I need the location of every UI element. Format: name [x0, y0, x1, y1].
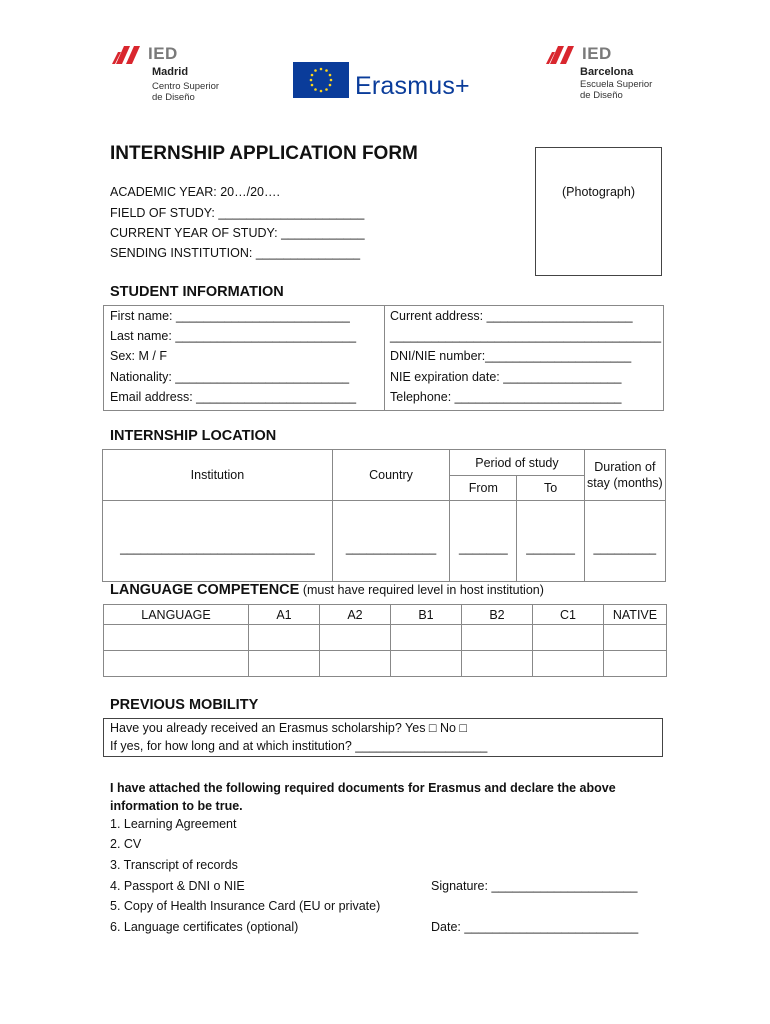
ied-barcelona-sub2: de Diseño — [580, 90, 623, 101]
current-address-line2[interactable]: _______________________________________ — [390, 329, 662, 343]
student-info-title: STUDENT INFORMATION — [110, 284, 284, 300]
language-table — [103, 604, 667, 677]
lang-col-b1: B1 — [391, 605, 462, 625]
document-item: 6. Language certificates (optional) — [110, 920, 299, 934]
to-input[interactable]: _______ — [517, 501, 584, 582]
native-cell[interactable] — [604, 625, 667, 651]
ied-barcelona-logo — [546, 44, 666, 104]
c1-cell[interactable] — [533, 625, 604, 651]
lang-col-language: LANGUAGE — [104, 605, 249, 625]
a2-cell[interactable] — [320, 625, 391, 651]
dni-nie-field[interactable]: DNI/NIE number:_____________________ — [390, 349, 632, 363]
photo-box — [535, 147, 662, 276]
col-to: To — [517, 476, 584, 501]
document-item: 4. Passport & DNI o NIE — [110, 879, 245, 893]
sending-institution-field[interactable]: SENDING INSTITUTION: _______________ — [110, 246, 361, 260]
language-row — [104, 625, 667, 651]
a1-cell[interactable] — [249, 651, 320, 677]
b1-cell[interactable] — [391, 625, 462, 651]
academic-year-field[interactable]: ACADEMIC YEAR: 20…/20…. — [110, 185, 280, 199]
col-from: From — [450, 476, 517, 501]
previous-institution-field[interactable]: If yes, for how long and at which institution? ___________________ — [110, 739, 488, 753]
lang-col-b2: B2 — [462, 605, 533, 625]
nationality-field[interactable]: Nationality: _________________________ — [110, 370, 350, 384]
ied-madrid-name: IED — [148, 44, 178, 63]
ied-madrid-logo — [112, 44, 232, 104]
internship-location-title: INTERNSHIP LOCATION — [110, 428, 277, 444]
first-name-field[interactable]: First name: _________________________ — [110, 309, 350, 323]
institution-input[interactable]: ____________________________ — [103, 501, 333, 582]
col-duration: Duration of stay (months) — [584, 450, 665, 501]
erasmus-name: Erasmus+ — [355, 72, 470, 100]
from-input[interactable]: _______ — [450, 501, 517, 582]
language-row — [104, 651, 667, 677]
current-year-field[interactable]: CURRENT YEAR OF STUDY: ____________ — [110, 226, 365, 240]
student-divider — [384, 306, 385, 410]
document-item: 5. Copy of Health Insurance Card (EU or private) — [110, 899, 381, 913]
b1-cell[interactable] — [391, 651, 462, 677]
signature-field[interactable]: Signature: _____________________ — [431, 879, 638, 893]
date-field[interactable]: Date: _________________________ — [431, 920, 639, 934]
nie-expiration-field[interactable]: NIE expiration date: _________________ — [390, 370, 622, 384]
lang-col-a1: A1 — [249, 605, 320, 625]
language-title: LANGUAGE COMPETENCE — [110, 582, 300, 598]
form-title: INTERNSHIP APPLICATION FORM — [110, 143, 418, 164]
ied-madrid-sub2: de Diseño — [152, 92, 195, 103]
document-item: 3. Transcript of records — [110, 858, 238, 872]
b2-cell[interactable] — [462, 651, 533, 677]
field-of-study-field[interactable]: FIELD OF STUDY: _____________________ — [110, 206, 365, 220]
ied-logo-mark-icon — [112, 44, 142, 66]
previous-mobility-title: PREVIOUS MOBILITY — [110, 697, 259, 713]
last-name-field[interactable]: Last name: __________________________ — [110, 329, 357, 343]
language-cell[interactable] — [104, 651, 249, 677]
email-field[interactable]: Email address: _______________________ — [110, 390, 357, 404]
ied-barcelona-city: Barcelona — [580, 66, 634, 78]
duration-input[interactable]: _________ — [584, 501, 665, 582]
ied-barcelona-name: IED — [582, 44, 612, 63]
language-note: (must have required level in host institution) — [302, 583, 544, 597]
a1-cell[interactable] — [249, 625, 320, 651]
ied-madrid-sub1: Centro Superior — [152, 81, 220, 92]
lang-col-c1: C1 — [533, 605, 604, 625]
ied-logo-mark-icon — [546, 44, 576, 66]
language-heading — [110, 582, 544, 598]
eu-flag-icon — [293, 62, 349, 98]
ied-barcelona-sub1: Escuela Superior — [580, 79, 653, 90]
erasmus-scholarship-question[interactable]: Have you already received an Erasmus scholarship? Yes □ No □ — [110, 721, 467, 735]
document-item: 2. CV — [110, 837, 142, 851]
country-input[interactable]: _____________ — [332, 501, 449, 582]
ied-madrid-city: Madrid — [152, 66, 189, 78]
c1-cell[interactable] — [533, 651, 604, 677]
a2-cell[interactable] — [320, 651, 391, 677]
col-country: Country — [332, 450, 449, 501]
internship-location-table — [102, 449, 666, 582]
current-address-field[interactable]: Current address: _____________________ — [390, 309, 633, 323]
col-period: Period of study — [450, 450, 584, 476]
declaration-line1: I have attached the following required documents for Erasmus and declare the above — [110, 781, 616, 795]
b2-cell[interactable] — [462, 625, 533, 651]
language-cell[interactable] — [104, 625, 249, 651]
telephone-field[interactable]: Telephone: ________________________ — [390, 390, 622, 404]
sex-field[interactable]: Sex: M / F — [110, 349, 167, 363]
document-item: 1. Learning Agreement — [110, 817, 237, 831]
native-cell[interactable] — [604, 651, 667, 677]
lang-col-native: NATIVE — [604, 605, 667, 625]
col-institution: Institution — [103, 450, 333, 501]
lang-col-a2: A2 — [320, 605, 391, 625]
declaration-line2: information to be true. — [110, 799, 243, 813]
erasmus-logo — [293, 62, 493, 102]
photo-label: (Photograph) — [562, 185, 635, 199]
